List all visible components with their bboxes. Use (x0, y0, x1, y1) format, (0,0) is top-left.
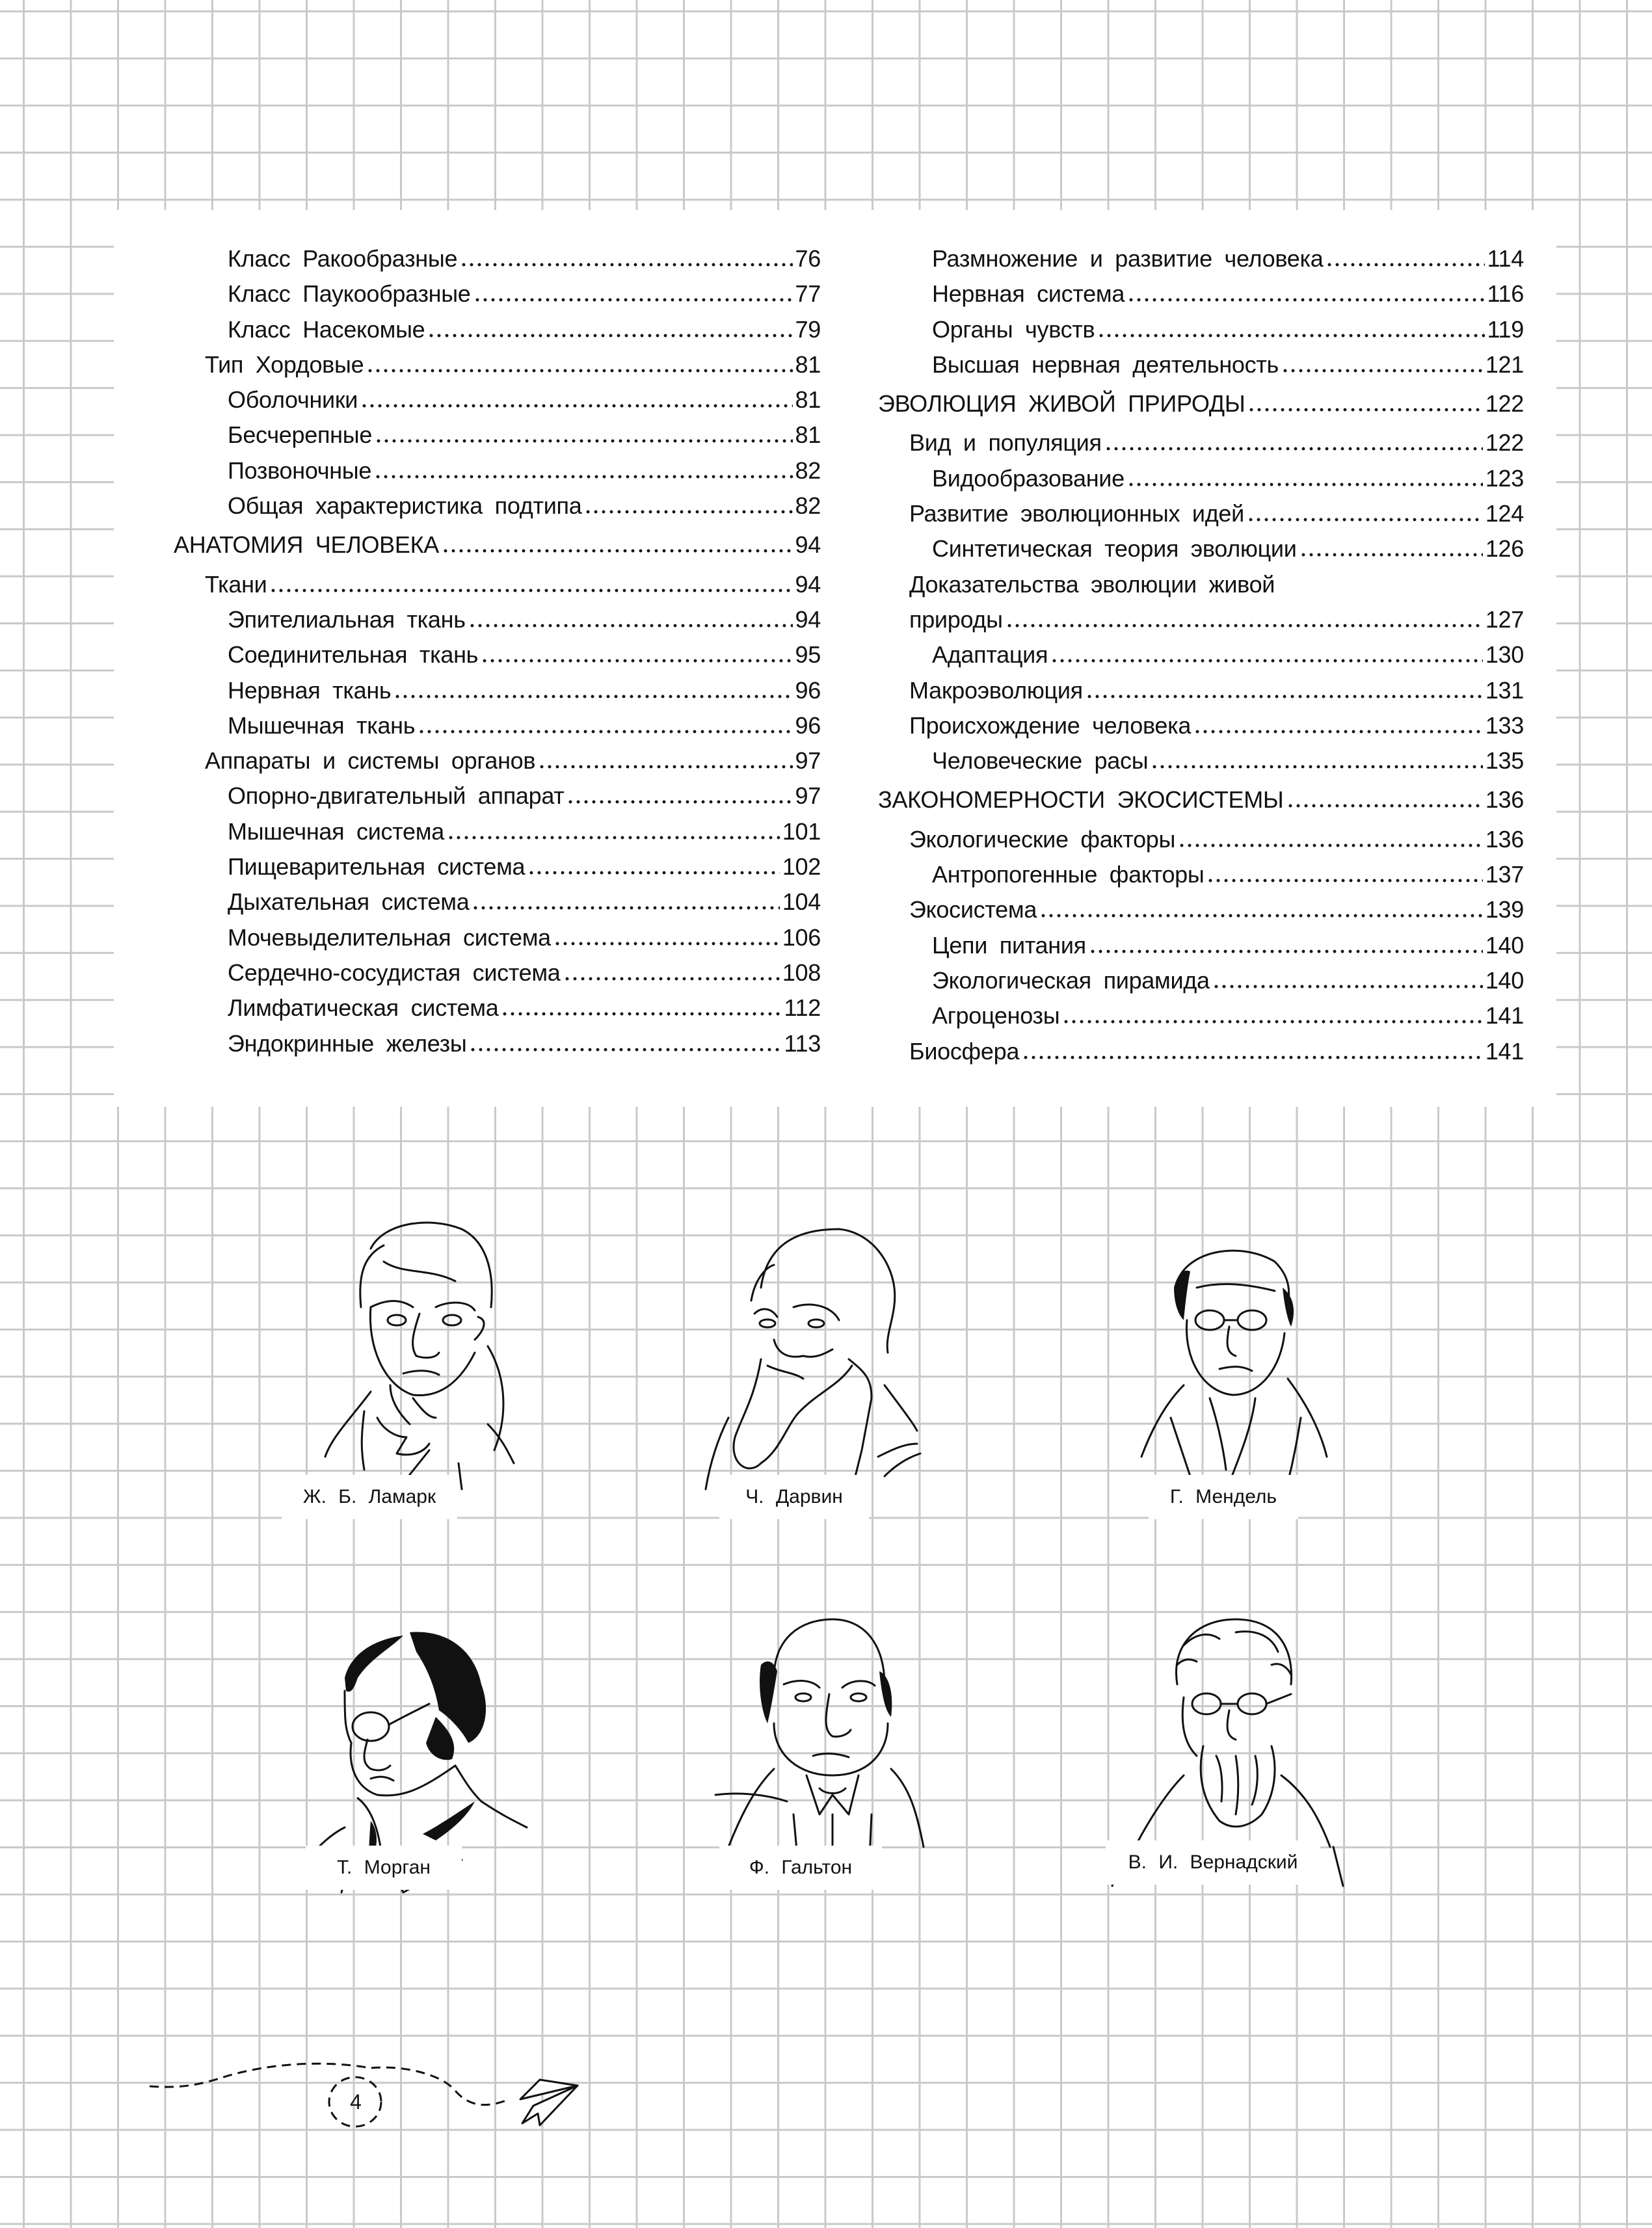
toc-entry-page: 112 (784, 994, 821, 1022)
leader-dots (269, 589, 792, 592)
leader-dots (472, 906, 779, 910)
toc-entry[interactable] (174, 347, 821, 382)
leader-dots (1193, 730, 1483, 734)
leader-dots (1286, 804, 1483, 808)
toc-entry[interactable] (878, 928, 1524, 963)
toc-entry-page: 123 (1485, 464, 1524, 492)
toc-entry[interactable] (878, 892, 1524, 927)
leader-dots (1206, 879, 1482, 882)
portrait-darwin (689, 1203, 937, 1489)
leader-dots (1247, 518, 1483, 522)
toc-entry[interactable] (174, 920, 821, 955)
toc-entry-title: Соединительная ткань (228, 641, 479, 669)
toc-entry-title: Видообразование (932, 464, 1125, 492)
toc-entry-page: 113 (784, 1029, 821, 1057)
toc-entry-page: 141 (1485, 1037, 1524, 1065)
toc-entry-page: 114 (1487, 245, 1524, 272)
toc-entry[interactable] (174, 488, 821, 524)
toc-entry[interactable] (878, 347, 1524, 382)
toc-entry[interactable] (174, 990, 821, 1026)
toc-entry-page: 124 (1485, 500, 1524, 527)
toc-entry[interactable] (174, 849, 821, 884)
toc-entry-title: Эпителиальная ткань (228, 605, 466, 633)
leader-dots (460, 263, 792, 267)
leader-dots (468, 624, 793, 628)
portrait-mendel (1112, 1223, 1359, 1509)
toc-entry-title: Органы чувств (932, 315, 1095, 343)
toc-entry[interactable] (174, 567, 821, 602)
toc-entry-page: 81 (795, 351, 821, 378)
leader-dots (1281, 369, 1483, 373)
portrait-caption: Т. Морган (306, 1846, 462, 1890)
leader-dots (1212, 985, 1483, 988)
toc-entry-page: 119 (1487, 315, 1524, 343)
leader-dots (1062, 1020, 1483, 1024)
leader-dots (501, 1012, 781, 1016)
toc-entry-title: ЗАКОНОМЕРНОСТИ ЭКОСИСТЕМЫ (878, 786, 1284, 814)
toc-entry-title: Нервная система (932, 280, 1125, 308)
toc-entry[interactable] (174, 884, 821, 920)
toc-entry-page: 122 (1485, 429, 1524, 457)
toc-entry[interactable] (878, 673, 1524, 708)
toc-entry[interactable] (174, 743, 821, 778)
toc-entry[interactable] (174, 814, 821, 849)
leader-dots (1277, 589, 1521, 592)
toc-entry-page: 106 (782, 923, 821, 951)
toc-entry[interactable] (174, 955, 821, 990)
toc-entry-page: 141 (1485, 1002, 1524, 1029)
toc-entry[interactable] (878, 241, 1524, 276)
toc-entry-page: 108 (782, 959, 821, 986)
toc-entry[interactable] (174, 602, 821, 637)
portrait-caption: В. И. Вернадский (1106, 1840, 1320, 1885)
leader-dots (1104, 447, 1483, 451)
toc-entry-page: 79 (795, 315, 821, 343)
toc-entry[interactable] (878, 1034, 1524, 1069)
leader-dots (1022, 1055, 1483, 1059)
toc-section-heading[interactable] (878, 782, 1524, 817)
toc-entry-title: Дыхательная система (228, 888, 470, 916)
toc-entry[interactable] (174, 778, 821, 814)
toc-entry-page: 101 (782, 817, 821, 845)
toc-entry-page: 81 (795, 386, 821, 414)
toc-entry[interactable] (878, 998, 1524, 1033)
toc-entry-title: Биосфера (909, 1037, 1020, 1065)
toc-entry-title: природы (909, 605, 1003, 633)
toc-entry-title: Человеческие расы (932, 747, 1149, 775)
toc-entry-title: Агроценозы (932, 1002, 1060, 1029)
leader-dots (566, 800, 792, 804)
toc-entry-title: Макроэволюция (909, 676, 1083, 704)
toc-entry-page: 130 (1485, 641, 1524, 669)
toc-entry-title: Лимфатическая система (228, 994, 499, 1022)
toc-entry-title: Адаптация (932, 641, 1048, 669)
toc-right-column (878, 241, 1524, 1069)
toc-entry-page: 94 (795, 531, 821, 559)
toc-entry-title: Высшая нервная деятельность (932, 351, 1279, 378)
toc-entry-title: Класс Ракообразные (228, 245, 458, 272)
toc-entry-page: 122 (1485, 390, 1524, 418)
leader-dots (375, 439, 793, 443)
toc-entry[interactable] (174, 453, 821, 488)
toc-entry-page: 94 (795, 605, 821, 633)
leader-dots (1097, 334, 1484, 338)
toc-entry-title: Пищеварительная система (228, 853, 526, 881)
toc-entry[interactable] (878, 637, 1524, 672)
toc-entry-title: Общая характеристика подтипа (228, 492, 582, 520)
portrait-lamarck-icon (299, 1203, 546, 1489)
toc-entry-page: 96 (795, 711, 821, 739)
portrait-caption: Ж. Б. Ламарк (282, 1475, 457, 1519)
toc-entry[interactable] (878, 857, 1524, 892)
leader-dots (1247, 408, 1482, 412)
toc-entry-page: 94 (795, 570, 821, 598)
leader-dots (418, 730, 792, 734)
toc-entry-title: Ткани (205, 570, 267, 598)
toc-entry[interactable] (174, 673, 821, 708)
leader-dots (374, 475, 792, 479)
toc-section-heading[interactable] (878, 386, 1524, 421)
portrait-lamarck (299, 1203, 546, 1489)
leader-dots (1326, 263, 1484, 267)
toc-entry[interactable] (878, 963, 1524, 998)
leader-dots (1086, 695, 1483, 698)
toc-entry[interactable] (878, 708, 1524, 743)
leader-dots (527, 871, 780, 875)
toc-entry[interactable] (878, 312, 1524, 347)
leader-dots (584, 510, 792, 514)
leader-dots (481, 659, 792, 663)
toc-entry-title: Вид и популяция (909, 429, 1102, 457)
toc-entry[interactable] (174, 276, 821, 312)
toc-entry-title: Класс Насекомые (228, 315, 425, 343)
leader-dots (427, 334, 792, 338)
toc-entry-page: 126 (1485, 535, 1524, 563)
toc-entry-title: Происхождение человека (909, 711, 1192, 739)
toc-entry-page: 121 (1485, 351, 1524, 378)
toc-entry-title: Позвоночные (228, 457, 372, 484)
portrait-galton-icon (702, 1600, 950, 1886)
portrait-caption: Ф. Гальтон (719, 1846, 882, 1890)
toc-entry-page: 81 (795, 421, 821, 449)
toc-entry[interactable] (174, 382, 821, 418)
toc-entry-page: 131 (1485, 676, 1524, 704)
toc-entry-title: Сердечно-сосудистая система (228, 959, 561, 986)
toc-entry-title: Мочевыделительная система (228, 923, 551, 951)
leader-dots (442, 549, 793, 553)
toc-entry-page: 136 (1485, 825, 1524, 853)
toc-entry-page: 102 (782, 853, 821, 881)
toc-entry-page: 116 (1487, 280, 1524, 308)
toc-entry[interactable] (174, 241, 821, 276)
leader-dots (538, 765, 792, 769)
toc-entry-title: Экосистема (909, 896, 1037, 923)
leader-dots (469, 1048, 781, 1052)
toc-entry[interactable] (878, 743, 1524, 778)
toc-entry-page: 97 (795, 747, 821, 775)
toc-entry-page: 97 (795, 782, 821, 810)
table-of-contents-panel (114, 210, 1556, 1107)
toc-entry-title: Опорно-двигательный аппарат (228, 782, 565, 810)
leader-dots (473, 298, 793, 302)
toc-entry-page: 77 (795, 280, 821, 308)
toc-entry-title: Бесчерепные (228, 421, 373, 449)
toc-section-heading[interactable] (174, 527, 821, 563)
leader-dots (1299, 553, 1483, 557)
toc-entry[interactable] (878, 425, 1524, 460)
toc-entry-page: 76 (795, 245, 821, 272)
toc-entry-title: ЭВОЛЮЦИЯ ЖИВОЙ ПРИРОДЫ (878, 390, 1246, 418)
toc-entry-title: Оболочники (228, 386, 358, 414)
toc-entry[interactable] (174, 1026, 821, 1061)
leader-dots (1151, 765, 1483, 769)
portrait-darwin-icon (689, 1203, 937, 1489)
leader-dots (1006, 624, 1483, 628)
toc-entry[interactable] (878, 531, 1524, 566)
toc-entry-title: Мышечная система (228, 817, 444, 845)
toc-entry[interactable] (878, 461, 1524, 496)
leader-dots (1178, 843, 1483, 847)
toc-entry-page: 140 (1485, 966, 1524, 994)
toc-entry-title: Развитие эволюционных идей (909, 500, 1244, 527)
toc-entry[interactable] (174, 708, 821, 743)
toc-entry-title: Антропогенные факторы (932, 861, 1205, 888)
toc-entry-title: Синтетическая теория эволюции (932, 535, 1297, 563)
toc-entry-page: 127 (1485, 605, 1524, 633)
toc-entry-title: Класс Паукообразные (228, 280, 471, 308)
toc-entry-page: 139 (1485, 896, 1524, 923)
leader-dots (360, 404, 792, 408)
toc-entry-page: 136 (1485, 786, 1524, 814)
toc-entry-title: Цепи питания (932, 931, 1086, 959)
toc-entry-title: Экологические факторы (909, 825, 1176, 853)
toc-entry-title: Мышечная ткань (228, 711, 416, 739)
toc-entry[interactable] (174, 418, 821, 453)
toc-entry-page: 104 (782, 888, 821, 916)
page-number: 4 (350, 2090, 362, 2114)
toc-entry[interactable] (174, 312, 821, 347)
toc-entry[interactable] (878, 822, 1524, 857)
toc-entry-title: Доказательства эволюции живой (909, 570, 1275, 598)
leader-dots (393, 695, 792, 698)
toc-entry-page: 96 (795, 676, 821, 704)
toc-entry-title: Аппараты и системы органов (205, 747, 536, 775)
toc-entry-title: АНАТОМИЯ ЧЕЛОВЕКА (174, 531, 439, 559)
toc-entry-title: Тип Хордовые (205, 351, 364, 378)
leader-dots (553, 942, 780, 946)
toc-entry[interactable] (878, 496, 1524, 531)
portrait-mendel-icon (1112, 1223, 1359, 1509)
portrait-galton (702, 1600, 950, 1886)
toc-entry-title: Экологическая пирамида (932, 966, 1210, 994)
toc-entry-title: Размножение и развитие человека (932, 245, 1324, 272)
leader-dots (1127, 298, 1484, 302)
toc-entry-title: Нервная ткань (228, 676, 392, 704)
portrait-caption: Ч. Дарвин (719, 1475, 869, 1519)
toc-entry-page: 95 (795, 641, 821, 669)
toc-entry[interactable] (878, 276, 1524, 312)
leader-dots (563, 977, 780, 981)
toc-entry-page: 82 (795, 457, 821, 484)
leader-dots (447, 836, 780, 840)
toc-entry-page: 133 (1485, 711, 1524, 739)
toc-entry-page: 82 (795, 492, 821, 520)
portrait-caption: Г. Мендель (1149, 1475, 1298, 1519)
toc-entry[interactable] (174, 637, 821, 672)
leader-dots (1089, 949, 1483, 953)
toc-entry-wrapped-line[interactable] (878, 567, 1524, 602)
toc-entry-page: 137 (1485, 861, 1524, 888)
leader-dots (1039, 914, 1483, 918)
toc-left-column (174, 241, 821, 1061)
leader-dots (1127, 483, 1483, 486)
leader-dots (366, 369, 792, 373)
toc-entry-title: Эндокринные железы (228, 1029, 467, 1057)
toc-entry-page: 135 (1485, 747, 1524, 775)
leader-dots (1050, 659, 1483, 663)
toc-entry[interactable] (878, 602, 1524, 637)
toc-entry-page: 140 (1485, 931, 1524, 959)
